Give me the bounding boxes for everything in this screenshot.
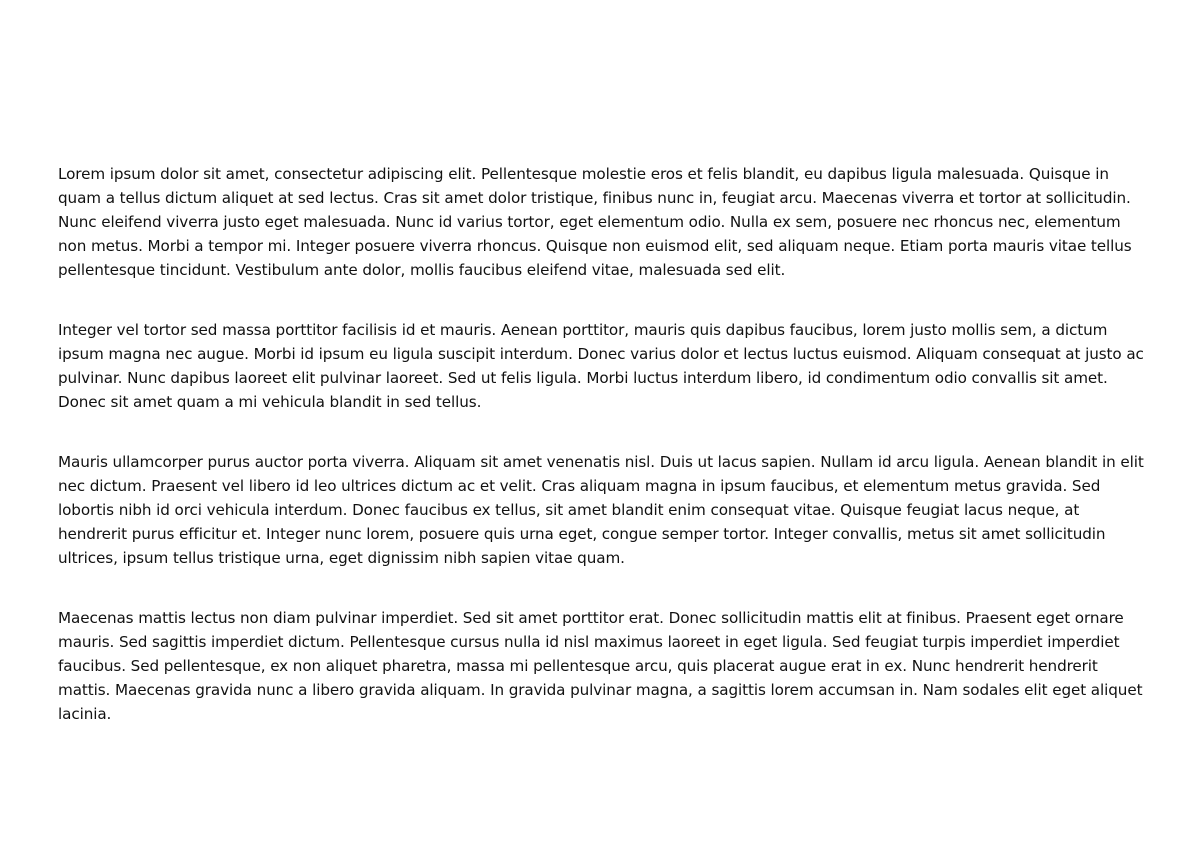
paragraph-1: Lorem ipsum dolor sit amet, consectetur adipiscing elit. Pellentesque molestie eros et felis blandit, eu dapibus ligula malesuada. Quisque in quam a tellus dictum aliquet at sed lectus. Cras sit amet dolor tristique, finibus nunc in, feugiat arcu. Maecenas viverra et tortor at sollicitudin. Nunc eleifend viverra justo eget malesuada. Nunc id varius tortor, eget elementum odio. Nulla ex sem, posuere nec rhoncus nec, elementum non metus. Morbi a tempor mi. Integer posuere viverra rhoncus. Quisque non euismod elit, sed aliquam neque. Etiam porta mauris vitae tellus pellentesque tincidunt. Vestibulum ante dolor, mollis faucibus eleifend vitae, malesuada sed elit. — [58, 165, 1132, 279]
document-body — [58, 162, 1148, 762]
paragraph-4: Maecenas mattis lectus non diam pulvinar imperdiet. Sed sit amet porttitor erat. Donec sollicitudin mattis elit at finibus. Praesent eget ornare mauris. Sed sagittis imperdiet dictum. Pellentesque cursus nulla id nisl maximus laoreet in eget ligula. Sed feugiat turpis imperdiet imperdiet faucibus. Sed pellentesque, ex non aliquet pharetra, massa mi pellentesque arcu, quis placerat augue erat in ex. Nunc hendrerit hendrerit mattis. Maecenas gravida nunc a libero gravida aliquam. In gravida pulvinar magna, a sagittis lorem accumsan in. Nam sodales elit eget aliquet lacinia. — [58, 609, 1143, 723]
paragraph-2: Integer vel tortor sed massa porttitor facilisis id et mauris. Aenean porttitor, mauris quis dapibus faucibus, lorem justo mollis sem, a dictum ipsum magna nec augue. Morbi id ipsum eu ligula suscipit interdum. Donec varius dolor et lectus luctus euismod. Aliquam consequat at justo ac pulvinar. Nunc dapibus laoreet elit pulvinar laoreet. Sed ut felis ligula. Morbi luctus interdum libero, id condimentum odio convallis sit amet. Donec sit amet quam a mi vehicula blandit in sed tellus. — [58, 321, 1144, 411]
paragraph-3: Mauris ullamcorper purus auctor porta viverra. Aliquam sit amet venenatis nisl. Duis ut lacus sapien. Nullam id arcu ligula. Aenean blandit in elit nec dictum. Praesent vel libero id leo ultrices dictum ac et velit. Cras aliquam magna in ipsum faucibus, et elementum metus gravida. Sed lobortis nibh id orci vehicula interdum. Donec faucibus ex tellus, sit amet blandit enim consequat vitae. Quisque feugiat lacus neque, at hendrerit purus efficitur et. Integer nunc lorem, posuere quis urna eget, congue semper tortor. Integer convallis, metus sit amet sollicitudin ultrices, ipsum tellus tristique urna, eget dignissim nibh sapien vitae quam. — [58, 453, 1144, 567]
